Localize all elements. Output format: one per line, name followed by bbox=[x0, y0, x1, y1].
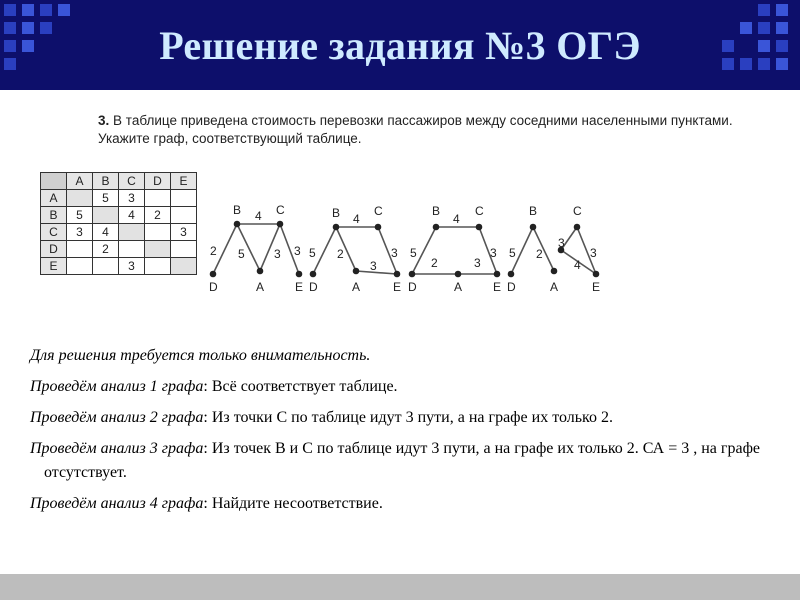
node-label: B bbox=[529, 204, 538, 218]
node-label: E bbox=[295, 280, 304, 294]
page-title: Решение задания №3 ОГЭ bbox=[159, 23, 641, 68]
graph-3 bbox=[408, 204, 501, 294]
analysis-lead: Проведём анализ 4 графа bbox=[30, 495, 204, 512]
table-cell: 2 bbox=[145, 207, 171, 224]
node-label: D bbox=[408, 280, 417, 294]
table-cell: 3 bbox=[67, 224, 93, 241]
row-header: C bbox=[41, 224, 67, 241]
edge-label: 5 bbox=[509, 246, 516, 260]
table-cell bbox=[93, 207, 119, 224]
task-statement bbox=[98, 112, 768, 148]
node-label: D bbox=[309, 280, 318, 294]
analysis-lead: Проведём анализ 2 графа bbox=[30, 409, 204, 426]
analysis-body: : Из точек В и С по таблице идут 3 пути, а на графе их только 2. СА = 3 , на графе отсутствует. bbox=[44, 440, 761, 481]
edge-label: 3 bbox=[391, 246, 398, 260]
column-header: A bbox=[67, 173, 93, 190]
column-header: C bbox=[119, 173, 145, 190]
node-label: D bbox=[507, 280, 516, 294]
edge-label: 2 bbox=[210, 244, 217, 258]
table-cell bbox=[67, 241, 93, 258]
table-cell bbox=[119, 224, 145, 241]
analysis-item bbox=[30, 492, 780, 516]
analysis-item bbox=[30, 437, 780, 485]
edge-label: 5 bbox=[410, 246, 417, 260]
table-cell bbox=[171, 258, 197, 275]
table-row bbox=[41, 207, 197, 224]
task-text: В таблице приведена стоимость перевозки пассажиров между соседними населенными пунктами. Укажите граф, соответствующий таблице. bbox=[98, 113, 733, 146]
edge-label: 4 bbox=[453, 212, 460, 226]
node-label: E bbox=[393, 280, 402, 294]
table-cell bbox=[171, 241, 197, 258]
table-row bbox=[41, 258, 197, 275]
table-cell: 3 bbox=[119, 258, 145, 275]
analysis-text bbox=[30, 344, 780, 523]
table-cell: 5 bbox=[67, 207, 93, 224]
table-header-row bbox=[41, 173, 197, 190]
row-header: B bbox=[41, 207, 67, 224]
edge-label: 2 bbox=[536, 247, 543, 261]
edge-label: 4 bbox=[255, 209, 262, 223]
table-cell bbox=[171, 207, 197, 224]
table-cell: 2 bbox=[93, 241, 119, 258]
column-header: B bbox=[93, 173, 119, 190]
analysis-body: : Всё соответствует таблице. bbox=[203, 378, 398, 395]
edge-label: 2 bbox=[431, 256, 438, 270]
analysis-item bbox=[30, 406, 780, 430]
table-cell bbox=[145, 224, 171, 241]
node-label: B bbox=[332, 206, 341, 220]
decor-square bbox=[776, 4, 788, 16]
table-cell bbox=[93, 258, 119, 275]
decor-square bbox=[22, 4, 34, 16]
node-label: C bbox=[573, 204, 582, 218]
table-row bbox=[41, 241, 197, 258]
cost-table bbox=[40, 172, 197, 275]
node-label: A bbox=[550, 280, 559, 294]
table-cell: 3 bbox=[119, 190, 145, 207]
column-header: D bbox=[145, 173, 171, 190]
analysis-item bbox=[30, 375, 780, 399]
node-label: B bbox=[233, 203, 242, 217]
row-header: D bbox=[41, 241, 67, 258]
analysis-intro-text: Для решения требуется только внимательность. bbox=[30, 347, 371, 364]
table-row bbox=[41, 224, 197, 241]
table-corner-cell bbox=[41, 173, 67, 190]
graph-options bbox=[200, 196, 610, 300]
table-cell bbox=[145, 190, 171, 207]
edge-label: 3 bbox=[558, 236, 565, 250]
table-cell: 3 bbox=[171, 224, 197, 241]
row-header: A bbox=[41, 190, 67, 207]
table-cell bbox=[145, 258, 171, 275]
node-label: E bbox=[592, 280, 601, 294]
edge-label: 4 bbox=[353, 212, 360, 226]
node-label: E bbox=[493, 280, 502, 294]
edge-label: 4 bbox=[574, 258, 581, 272]
node-label: A bbox=[454, 280, 463, 294]
analysis-lead: Проведём анализ 1 графа bbox=[30, 378, 204, 395]
edge-label: 2 bbox=[337, 247, 344, 261]
decor-square bbox=[4, 4, 16, 16]
node-label: A bbox=[256, 280, 265, 294]
edge-label: 3 bbox=[274, 247, 281, 261]
table-cell bbox=[171, 190, 197, 207]
table-cell bbox=[67, 258, 93, 275]
node-label: B bbox=[432, 204, 441, 218]
graph-4 bbox=[507, 204, 600, 294]
edge-label: 3 bbox=[474, 256, 481, 270]
node-label: A bbox=[352, 280, 361, 294]
analysis-intro bbox=[30, 344, 780, 368]
table-cell bbox=[119, 241, 145, 258]
table-cell: 5 bbox=[93, 190, 119, 207]
table-cell bbox=[145, 241, 171, 258]
slide-footer bbox=[0, 574, 800, 600]
task-number: 3. bbox=[98, 113, 110, 128]
node-label: C bbox=[276, 203, 285, 217]
slide-header bbox=[0, 0, 800, 90]
table-cell: 4 bbox=[119, 207, 145, 224]
table-cell: 4 bbox=[93, 224, 119, 241]
analysis-body: : Из точки С по таблице идут 3 пути, а на графе их только 2. bbox=[203, 409, 614, 426]
column-header: E bbox=[171, 173, 197, 190]
graph-1 bbox=[209, 203, 303, 294]
table-cell bbox=[67, 190, 93, 207]
analysis-body: : Найдите несоответствие. bbox=[203, 495, 383, 512]
edge-label: 3 bbox=[590, 246, 597, 260]
edge-label: 3 bbox=[294, 244, 301, 258]
analysis-lead: Проведём анализ 3 графа bbox=[30, 440, 204, 457]
node-label: C bbox=[475, 204, 484, 218]
decor-square bbox=[58, 4, 70, 16]
decor-square bbox=[758, 4, 770, 16]
node-label: C bbox=[374, 204, 383, 218]
edge-label: 5 bbox=[309, 246, 316, 260]
graph-2 bbox=[309, 204, 401, 294]
decor-square bbox=[40, 4, 52, 16]
table-row bbox=[41, 190, 197, 207]
edge-label: 3 bbox=[370, 259, 377, 273]
edge-label: 5 bbox=[238, 247, 245, 261]
row-header: E bbox=[41, 258, 67, 275]
node-label: D bbox=[209, 280, 218, 294]
edge-label: 3 bbox=[490, 246, 497, 260]
